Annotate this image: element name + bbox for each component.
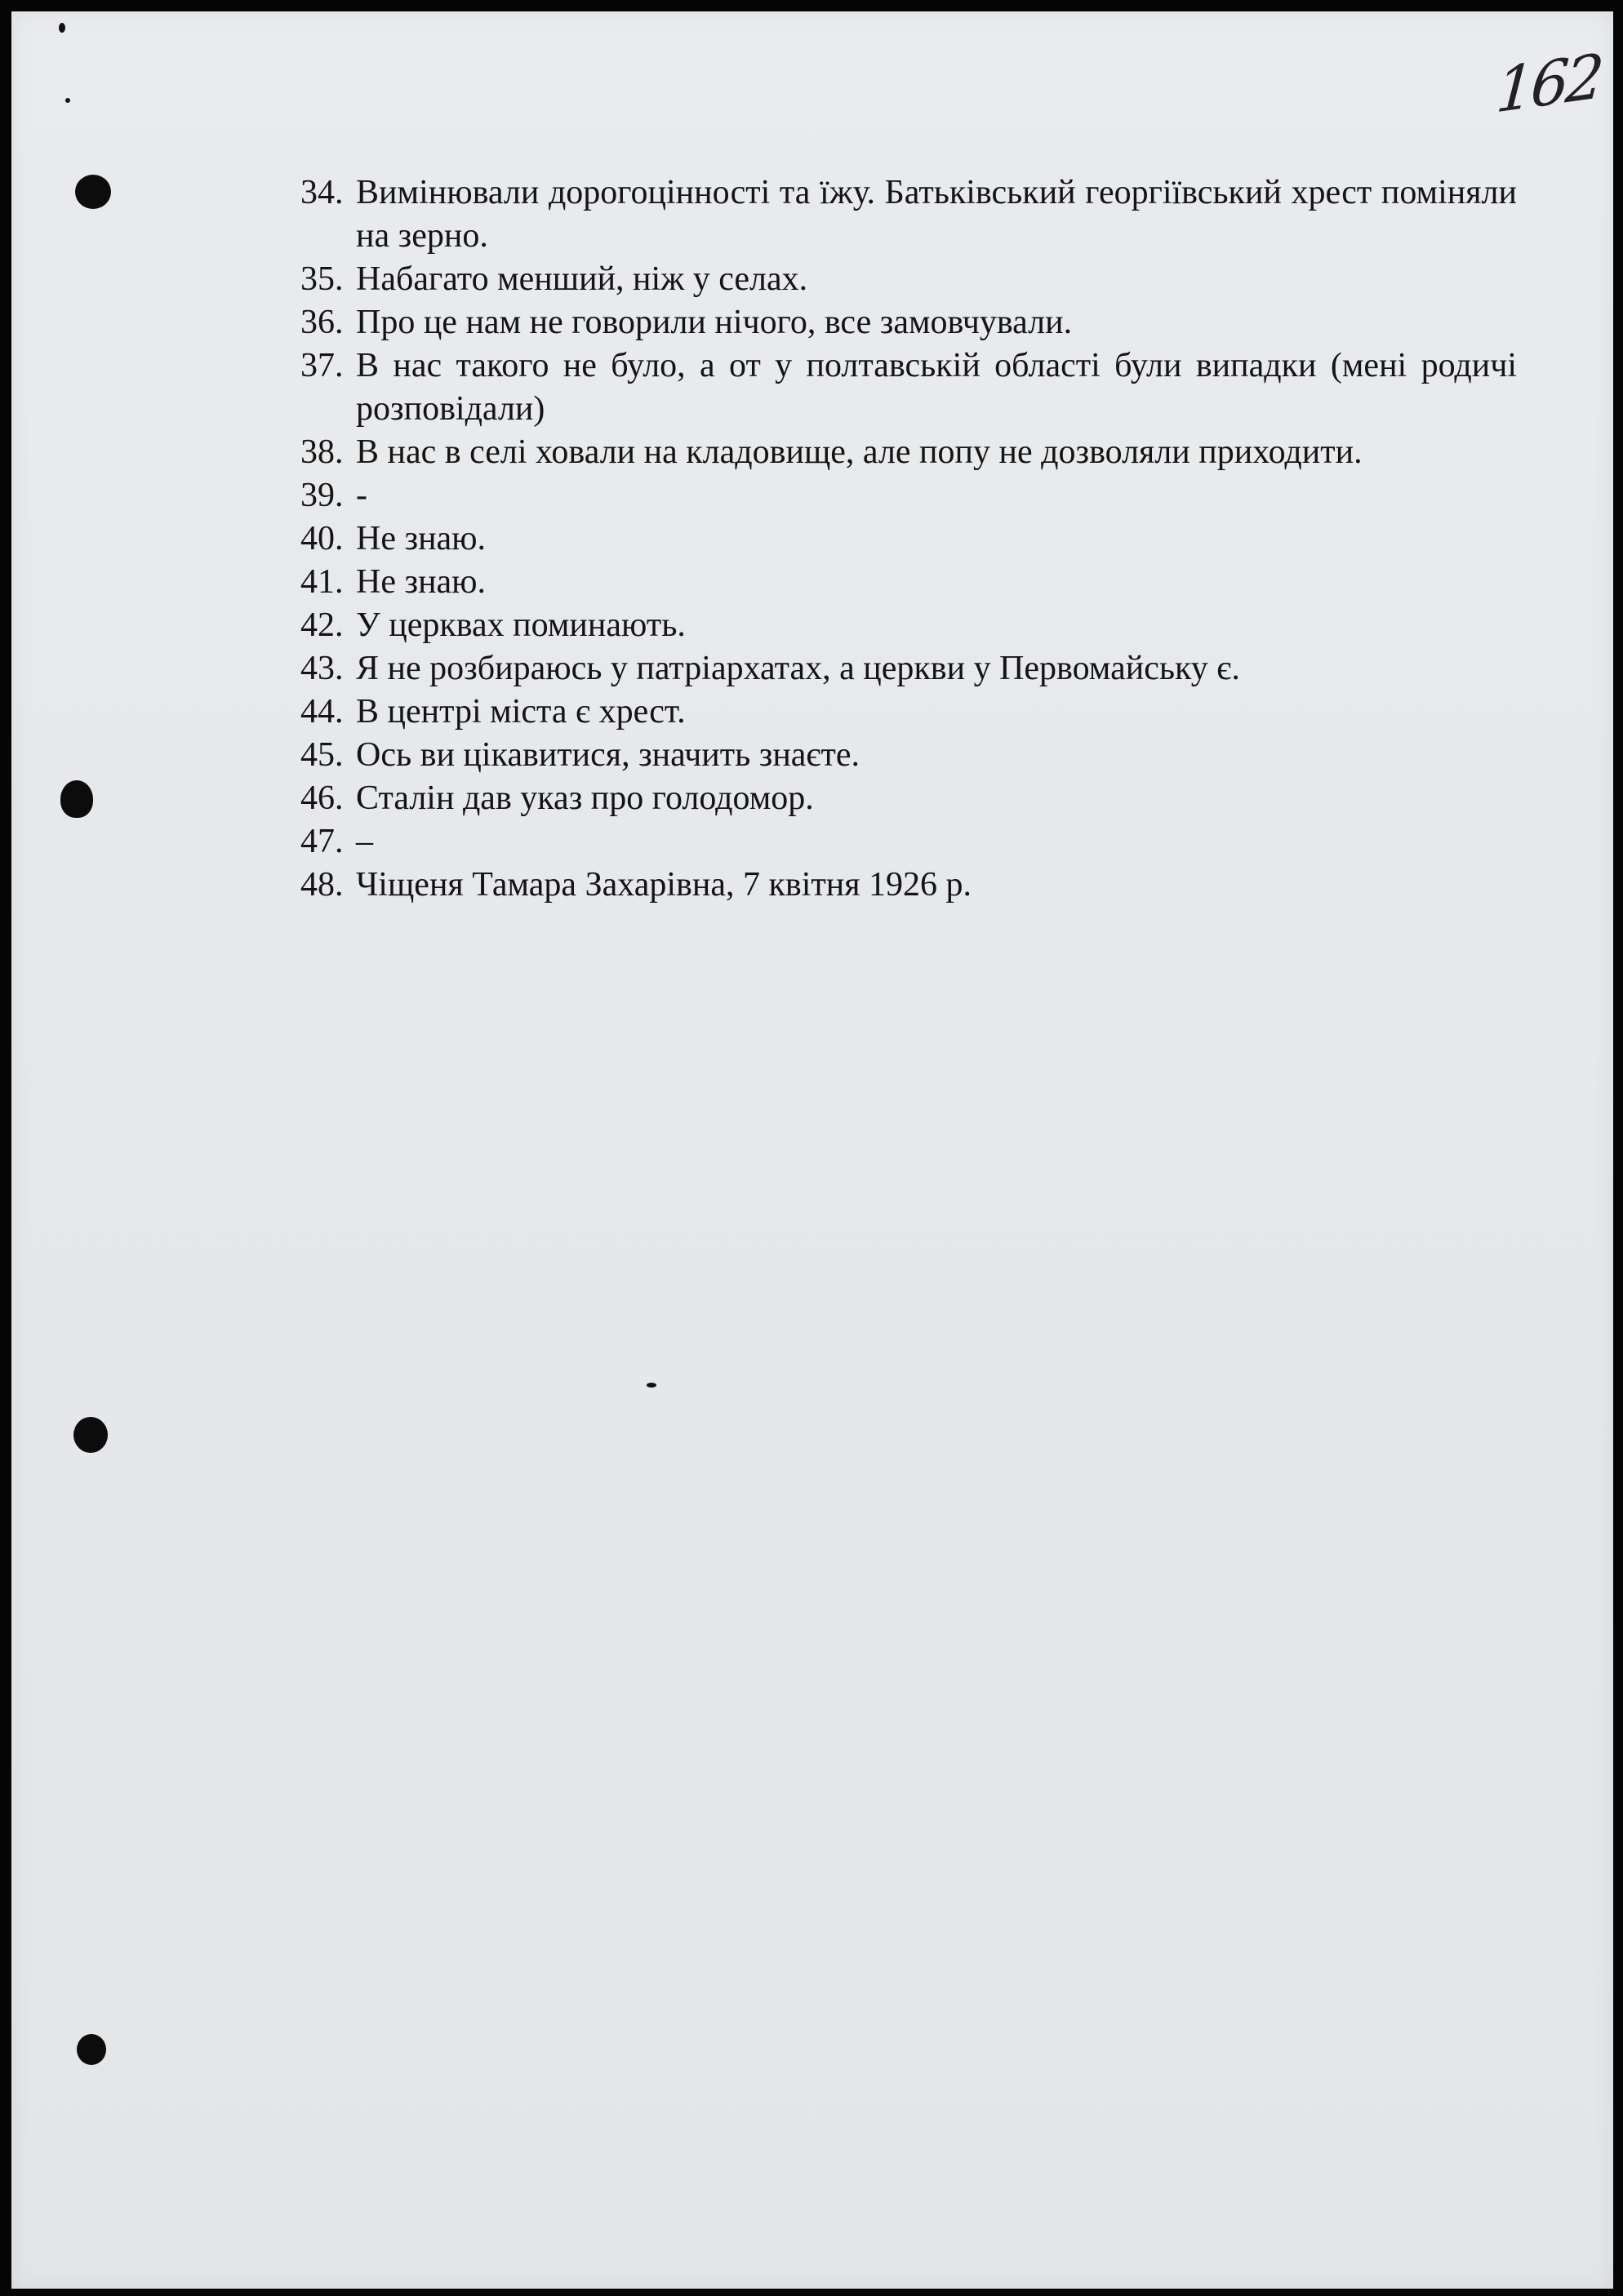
answer-item-46 — [300, 777, 1517, 820]
answer-number: 47. — [300, 823, 344, 860]
answer-number: 36. — [300, 304, 344, 341]
ink-speck — [647, 1383, 656, 1388]
ink-speck — [59, 23, 65, 33]
answer-text: Я не розбираюсь у патріархатах, а церкви у Первомайську є. — [356, 650, 1240, 687]
answer-text: Про це нам не говорили нічого, все замовчували. — [356, 304, 1073, 341]
punch-hole — [75, 175, 111, 209]
answer-item-41 — [300, 561, 1517, 604]
answer-item-35 — [300, 258, 1517, 301]
answer-item-44 — [300, 691, 1517, 734]
answer-number: 46. — [300, 779, 344, 817]
answer-number: 34. — [300, 174, 344, 211]
answer-item-38 — [300, 431, 1517, 474]
answer-number: 39. — [300, 477, 344, 514]
answer-number: 43. — [300, 650, 344, 687]
answer-list — [300, 171, 1517, 907]
answer-number: 48. — [300, 866, 344, 904]
answer-text: У церквах поминають. — [356, 606, 686, 644]
paper-sheet — [11, 11, 1613, 2289]
answer-text: Не знаю. — [356, 520, 487, 557]
answer-item-37 — [300, 344, 1517, 431]
answer-item-42 — [300, 604, 1517, 647]
answer-text: Набагато менший, ніж у селах. — [356, 260, 808, 298]
answer-item-34 — [300, 171, 1517, 258]
answer-item-47 — [300, 820, 1517, 864]
punch-hole — [77, 2034, 106, 2065]
punch-hole — [60, 780, 93, 818]
answer-text: В нас такого не було, а от у полтавській області були випадки (мені родичі розповідали) — [356, 347, 1517, 428]
answer-text: Чіщеня Тамара Захарівна, 7 квітня 1926 р. — [356, 866, 972, 904]
answer-text: В нас в селі ховали на кладовище, але попу не дозволяли приходити. — [356, 433, 1363, 471]
answer-text: Не знаю. — [356, 563, 487, 601]
answer-number: 40. — [300, 520, 344, 557]
answer-text: Вимінювали дорогоцінності та їжу. Батьківський георгіївський хрест поміняли на зерно. — [356, 174, 1517, 255]
answer-text: Ось ви цікавитися, значить знаєте. — [356, 736, 860, 774]
answer-number: 41. — [300, 563, 344, 601]
ink-speck — [65, 98, 70, 103]
answer-number: 45. — [300, 736, 344, 774]
answer-number: 37. — [300, 347, 344, 384]
answer-text: В центрі міста є хрест. — [356, 693, 686, 731]
answer-item-36 — [300, 301, 1517, 344]
answer-text: - — [356, 477, 367, 514]
answer-item-43 — [300, 647, 1517, 691]
answer-text: Сталін дав указ про голодомор. — [356, 779, 814, 817]
answer-number: 38. — [300, 433, 344, 471]
punch-hole — [73, 1417, 108, 1453]
answer-number: 35. — [300, 260, 344, 298]
answer-item-40 — [300, 517, 1517, 561]
answer-item-45 — [300, 734, 1517, 777]
answer-item-48 — [300, 864, 1517, 907]
answer-number: 42. — [300, 606, 344, 644]
answer-item-39 — [300, 474, 1517, 517]
answer-number: 44. — [300, 693, 344, 731]
handwritten-page-number: 162 — [1493, 41, 1603, 127]
answer-text: – — [356, 823, 373, 860]
